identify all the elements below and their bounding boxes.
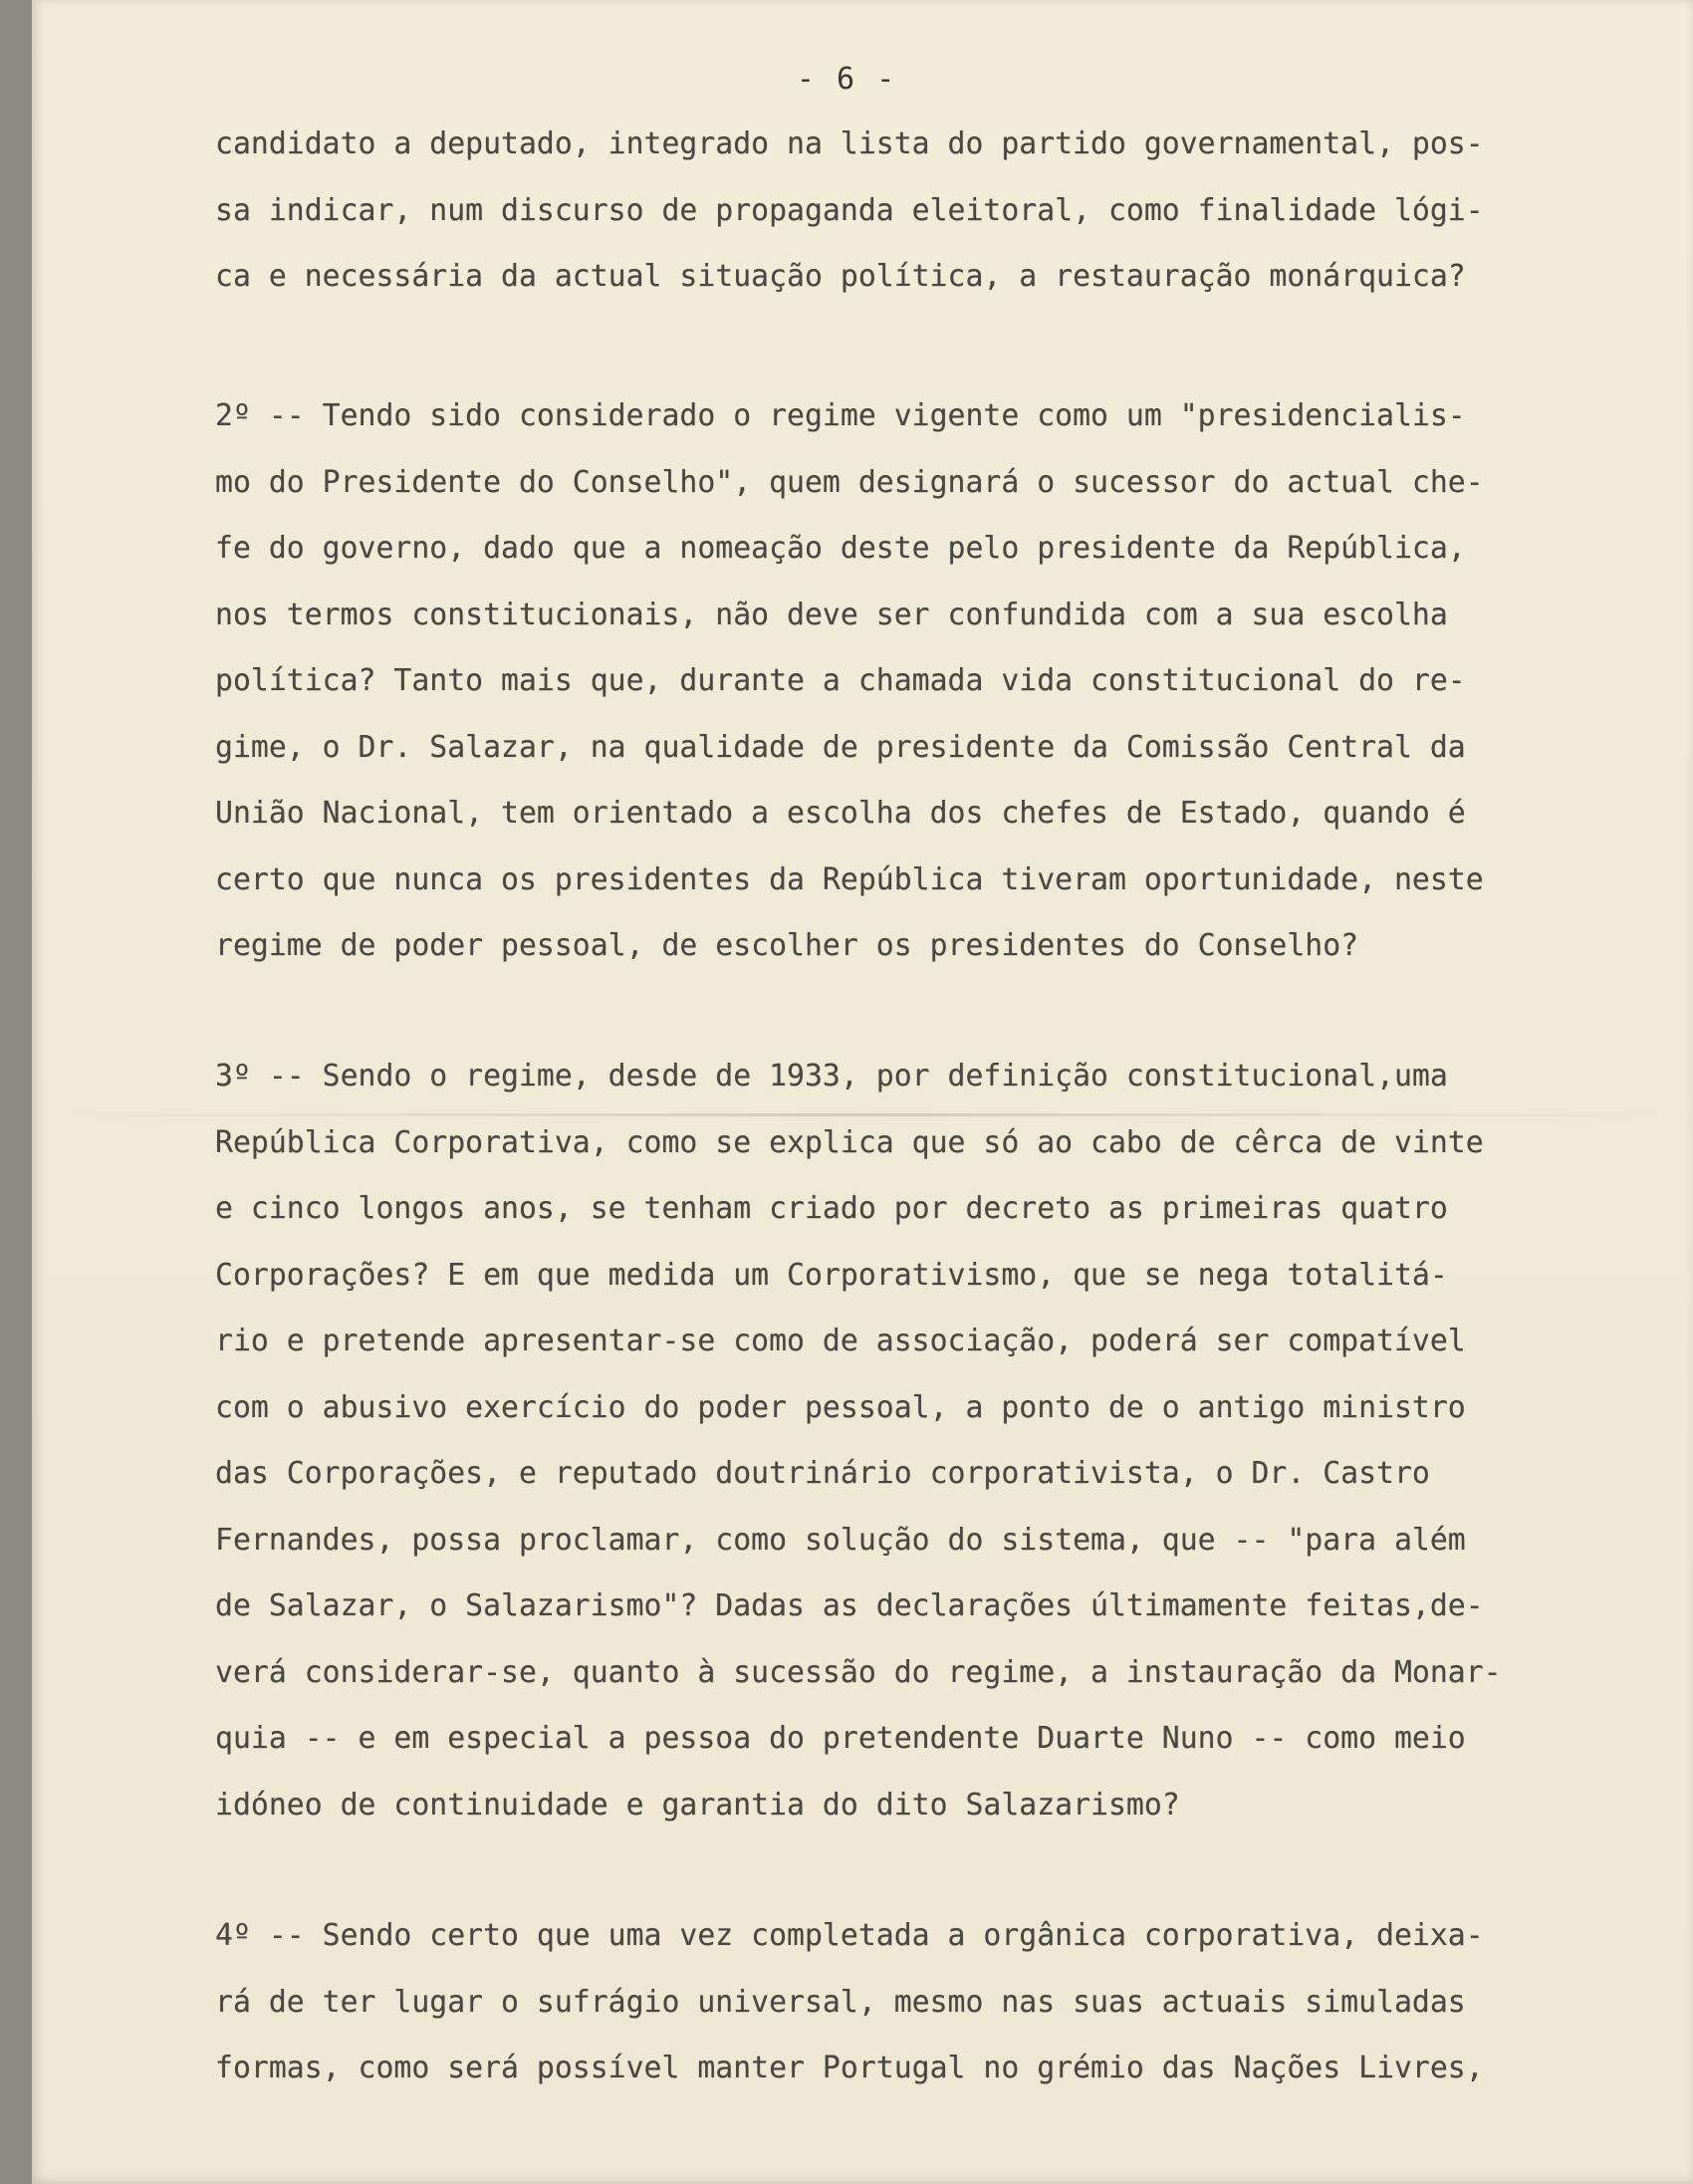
paragraph-question-4 (215, 1903, 1641, 2102)
text-line: 2º -- Tendo sido considerado o regime vigente como um "presidencialis- (215, 398, 1466, 433)
page-number: - 6 - (796, 62, 897, 97)
text-line: idóneo de continuidade e garantia do dito Salazarismo? (215, 1787, 1180, 1822)
text-line: sa indicar, num discurso de propaganda eleitoral, como finalidade lógi- (215, 192, 1484, 228)
text-line: quia -- e em especial a pessoa do pretendente Duarte Nuno -- como meio (215, 1721, 1466, 1756)
text-line: e cinco longos anos, se tenham criado por decreto as primeiras quatro (215, 1191, 1448, 1226)
text-line: gime, o Dr. Salazar, na qualidade de presidente da Comissão Central da (215, 729, 1466, 765)
text-line: mo do Presidente do Conselho", quem designará o sucessor do actual che- (215, 464, 1484, 500)
text-line: Fernandes, possa proclamar, como solução do sistema, que -- "para além (215, 1522, 1466, 1558)
text-line: regime de poder pessoal, de escolher os presidentes do Conselho? (215, 928, 1359, 963)
text-line: 3º -- Sendo o regime, desde de 1933, por definição constitucional,uma (215, 1059, 1448, 1093)
paragraph-question-2 (215, 383, 1641, 980)
text-line: rio e pretende apresentar-se como de associação, poderá ser compatível (215, 1324, 1466, 1358)
text-line: verá considerar-se, quanto à sucessão do regime, a instauração da Monar- (215, 1654, 1502, 1690)
text-line: candidato a deputado, integrado na lista do partido governamental, pos- (215, 126, 1484, 161)
text-line: fe do governo, dado que a nomeação deste pelo presidente da República, (215, 531, 1466, 566)
text-line: Corporações? E em que medida um Corporativismo, que se nega totalitá- (215, 1257, 1448, 1293)
text-line: política? Tanto mais que, durante a chamada vida constitucional do re- (215, 663, 1466, 698)
paragraph-question-3 (215, 1044, 1641, 1838)
text-line: formas, como será possível manter Portugal no grémio das Nações Livres, (215, 2051, 1484, 2085)
text-line: das Corporações, e reputado doutrinário corporativista, o Dr. Castro (215, 1456, 1430, 1491)
text-line: certo que nunca os presidentes da República tiveram oportunidade, neste (215, 861, 1484, 897)
paragraph-continuation (215, 112, 1641, 311)
text-line: República Corporativa, como se explica que só ao cabo de cêrca de vinte (215, 1124, 1484, 1160)
text-line: 4º -- Sendo certo que uma vez completada a orgânica corporativa, deixa- (215, 1918, 1484, 1953)
text-line: ca e necessária da actual situação política, a restauração monárquica? (215, 259, 1466, 294)
text-line: nos termos constitucionais, não deve ser confundida com a sua escolha (215, 597, 1448, 632)
text-line: rá de ter lugar o sufrágio universal, mesmo nas suas actuais simuladas (215, 1984, 1466, 2020)
text-line: União Nacional, tem orientado a escolha dos chefes de Estado, quando é (215, 796, 1466, 831)
text-line: com o abusivo exercício do poder pessoal, a ponto de o antigo ministro (215, 1389, 1466, 1425)
text-line: de Salazar, o Salazarismo"? Dadas as declarações últimamente feitas,de- (215, 1588, 1484, 1623)
